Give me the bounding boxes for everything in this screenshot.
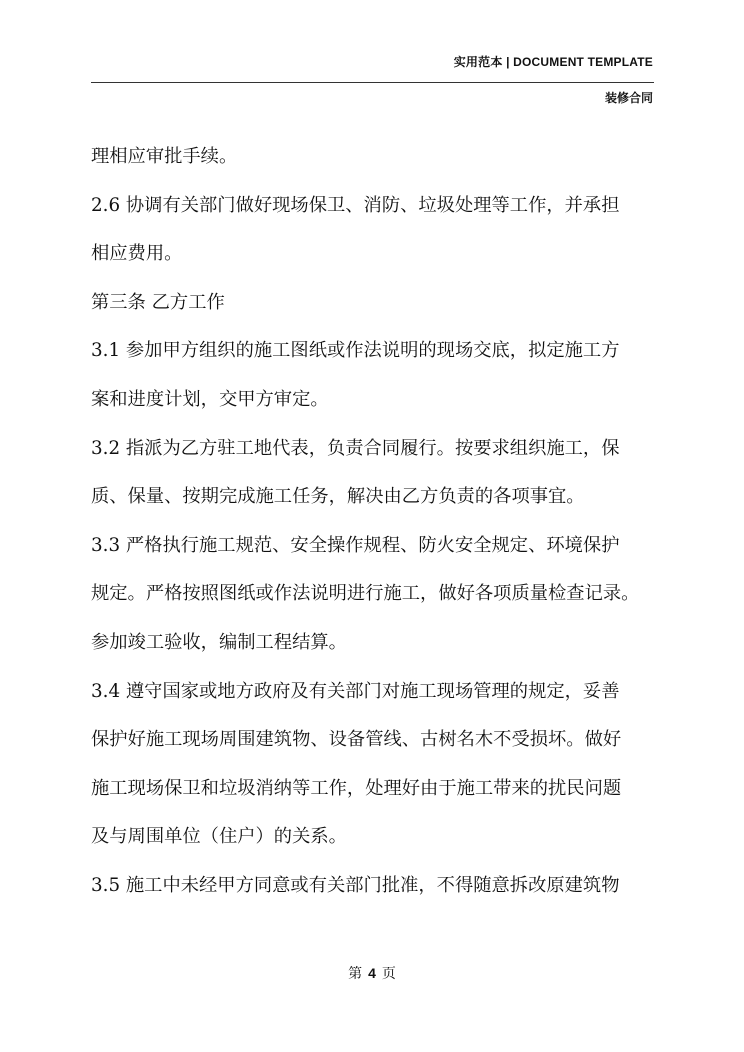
page-prefix: 第 [348, 966, 363, 982]
page-footer [0, 963, 744, 983]
text-line: 理相应审批手续。 [91, 146, 238, 167]
text-line: 3.3 严格执行施工规范、安全操作规程、防火安全规定、环境保护 [91, 534, 620, 556]
text-line: 质、保量、按期完成施工任务，解决由乙方负责的各项事宜。 [91, 486, 585, 508]
section-heading: 第三条 乙方工作 [91, 291, 225, 313]
text-line: 3.2 指派为乙方驻工地代表，负责合同履行。按要求组织施工，保 [91, 437, 620, 459]
header-divider [91, 82, 654, 83]
text-line: 及与周围单位（住户）的关系。 [91, 826, 347, 848]
text-line: 3.4 遵守国家或地方政府及有关部门对施工现场管理的规定，妥善 [91, 680, 620, 702]
text-line: 案和进度计划，交甲方审定。 [91, 388, 329, 410]
text-line: 规定。严格按照图纸或作法说明进行施工，做好各项质量检查记录。 [91, 583, 640, 605]
text-line: 3.1 参加甲方组织的施工图纸或作法说明的现场交底，拟定施工方 [91, 340, 620, 362]
page-suffix: 页 [381, 966, 396, 982]
text-line: 施工现场保卫和垃圾消纳等工作，处理好由于施工带来的扰民问题 [91, 777, 622, 799]
header-subtitle: 装修合同 [604, 91, 653, 105]
text-line: 2.6 协调有关部门做好现场保卫、消防、垃圾处理等工作，并承担 [91, 194, 620, 216]
text-line: 3.5 施工中未经甲方同意或有关部门批准，不得随意拆改原建筑物 [91, 874, 620, 896]
document-body [91, 133, 657, 911]
page-number: 4 [368, 965, 376, 981]
text-line: 相应费用。 [91, 243, 183, 265]
text-line: 保护好施工现场周围建筑物、设备管线、古树名木不受损坏。做好 [91, 729, 622, 751]
header-title: 实用范本 | DOCUMENT TEMPLATE [453, 55, 653, 69]
text-line: 参加竣工验收，编制工程结算。 [91, 631, 347, 653]
